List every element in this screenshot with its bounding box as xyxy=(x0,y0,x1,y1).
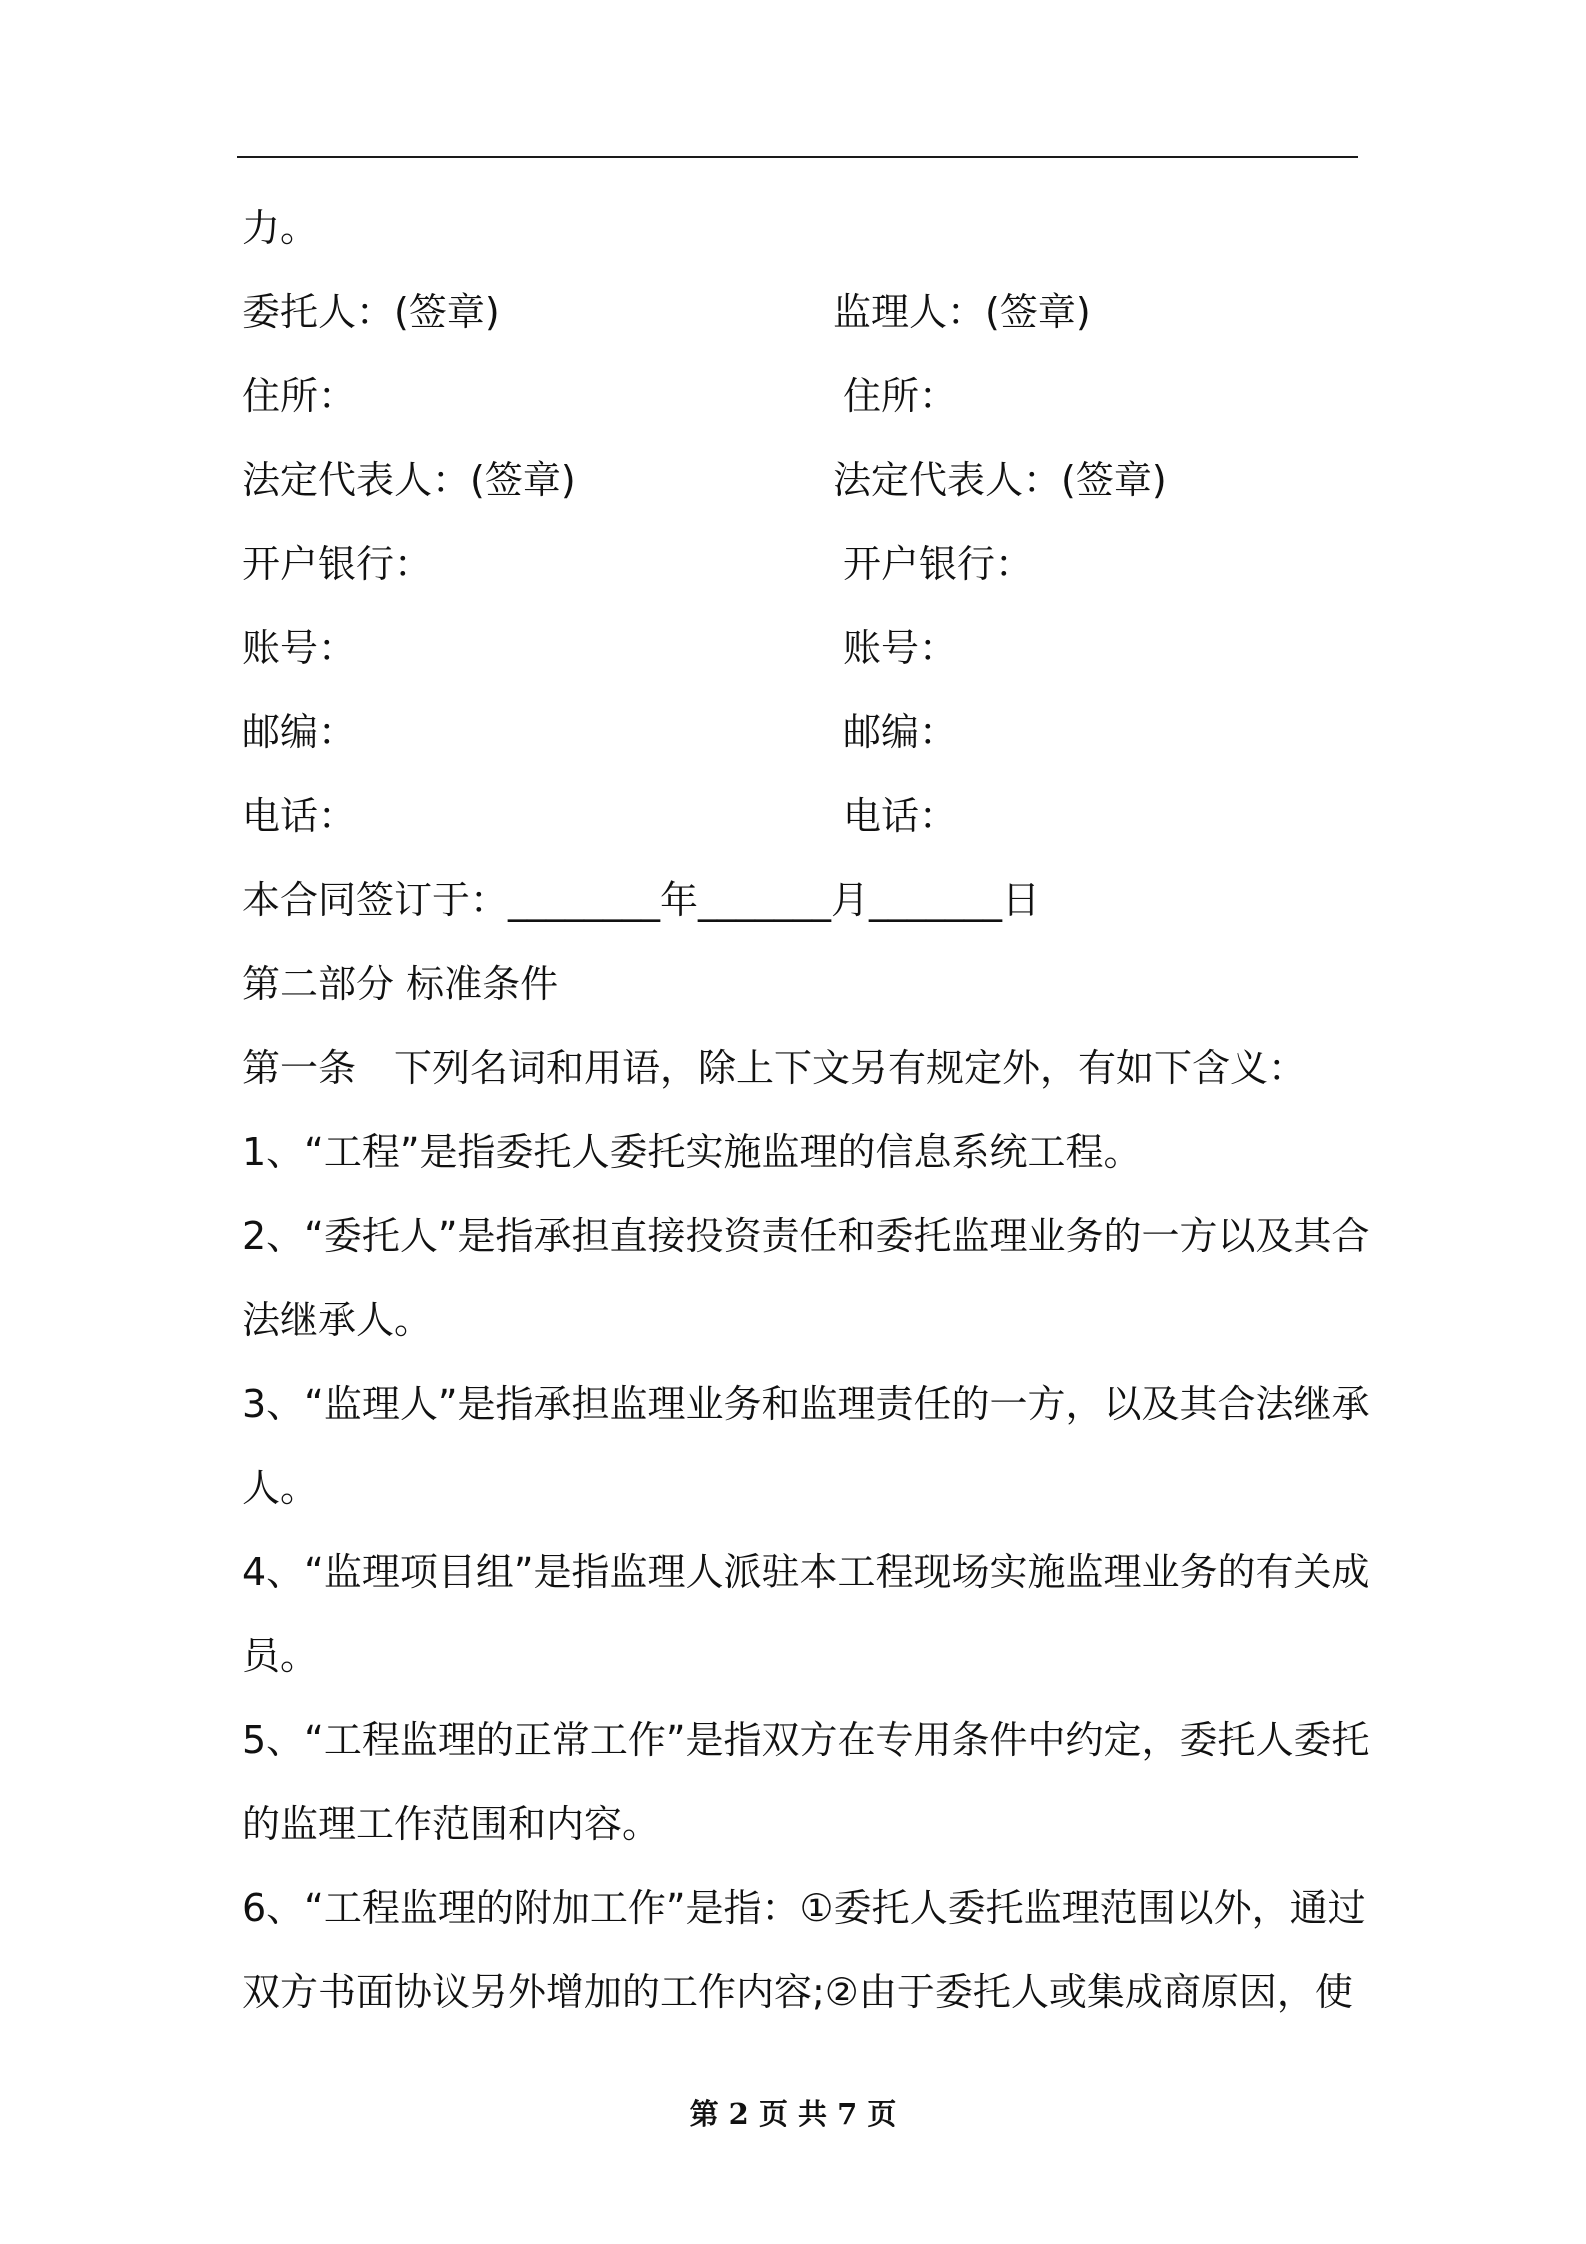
body-line: 的监理工作范围和内容。 xyxy=(242,1802,661,1846)
client-account-label: 账号： xyxy=(242,626,357,670)
body-line: 3、“监理人”是指承担监理业务和监理责任的一方，以及其合法继承 xyxy=(242,1382,1370,1426)
client-bank-label: 开户银行： xyxy=(242,542,433,586)
body-line: 人。 xyxy=(242,1466,319,1510)
part-heading: 第二部分 标准条件 xyxy=(242,962,559,1006)
signing-date-line: 本合同签订于：________年_______月_______日 xyxy=(242,878,1041,922)
supervisor-phone-label: 电话： xyxy=(843,794,958,838)
body-line: 法继承人。 xyxy=(242,1298,433,1342)
page-number: 第 2 页 共 7 页 xyxy=(689,2097,897,2131)
client-address-label: 住所： xyxy=(242,374,357,418)
body-line: 5、“工程监理的正常工作”是指双方在专用条件中约定，委托人委托 xyxy=(242,1718,1370,1762)
article-1-heading: 第一条 下列名词和用语，除上下文另有规定外，有如下含义： xyxy=(242,1046,1307,1090)
supervisor-legal-rep-label: 法定代表人：(签章) xyxy=(833,458,1167,502)
supervisor-postcode-label: 邮编： xyxy=(843,710,958,754)
body-line: 双方书面协议另外增加的工作内容;②由于委托人或集成商原因，使 xyxy=(242,1970,1353,2014)
client-legal-rep-label: 法定代表人：(签章) xyxy=(242,458,576,502)
body-line: 4、“监理项目组”是指监理人派驻本工程现场实施监理业务的有关成 xyxy=(242,1550,1370,1594)
body-line: 2、“委托人”是指承担直接投资责任和委托监理业务的一方以及其合 xyxy=(242,1214,1370,1258)
client-postcode-label: 邮编： xyxy=(242,710,357,754)
client-signature-label: 委托人：(签章) xyxy=(242,290,500,334)
continuation-text: 力。 xyxy=(242,206,319,250)
supervisor-address-label: 住所： xyxy=(843,374,958,418)
body-line: 员。 xyxy=(242,1634,319,1678)
body-line: 1、“工程”是指委托人委托实施监理的信息系统工程。 xyxy=(242,1130,1142,1174)
body-line: 6、“工程监理的附加工作”是指：①委托人委托监理范围以外，通过 xyxy=(242,1886,1366,1930)
supervisor-account-label: 账号： xyxy=(843,626,958,670)
header-rule xyxy=(237,156,1358,158)
client-phone-label: 电话： xyxy=(242,794,357,838)
supervisor-signature-label: 监理人：(签章) xyxy=(833,290,1091,334)
supervisor-bank-label: 开户银行： xyxy=(843,542,1034,586)
